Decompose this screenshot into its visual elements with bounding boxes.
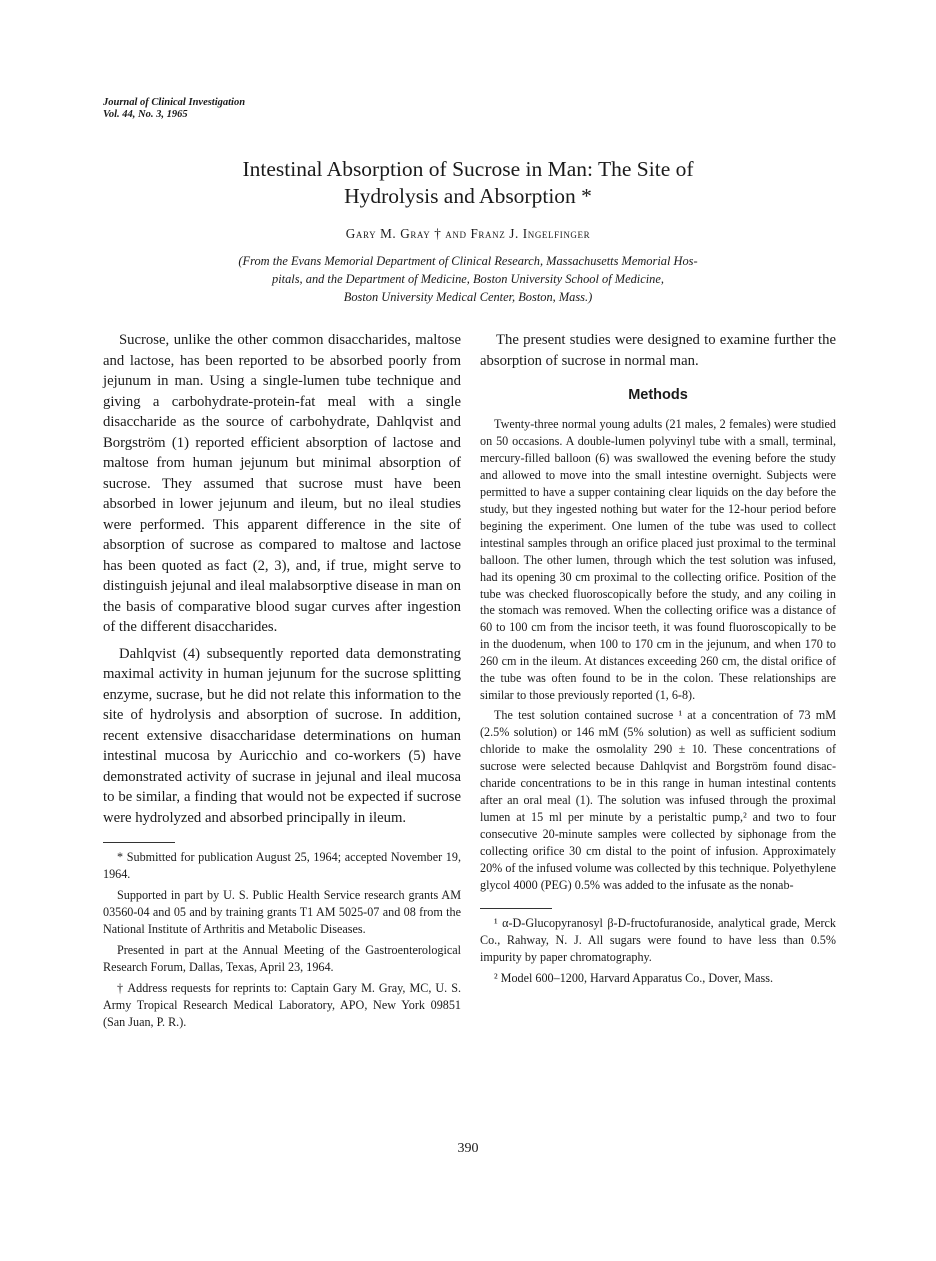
author-line: Gary M. Gray † and Franz J. Ingelfinger: [345, 226, 591, 241]
affiliation: [168, 252, 768, 306]
journal-volume: Vol. 44, No. 3, 1965: [103, 109, 188, 120]
footnote-rule: [103, 842, 175, 843]
methods-heading: Methods: [628, 387, 688, 403]
footnote-pump-model: ² Model 600–1200, Harvard Apparatus Co., Dover, Mass.: [494, 970, 773, 985]
footnote-sucrose-grade: ¹ α-D-Glucopyranosyl β-D-fructofuranoside, analytical grade, Merck Co., Rahway, N. J. All sugars were found to have less than 0.5% impurity by paper chromatography.: [480, 915, 836, 964]
footnote-support: Supported in part by U. S. Public Health Service research grants AM 03560-04 and 05 and by training grants T1 AM 5025-07 and 08 from the National Institute of Arthritis and Metabolic Diseases.: [103, 887, 461, 936]
affiliation-line-1: (From the Evans Memorial Department of Clinical Research, Massachusetts Memorial Hos-: [238, 254, 698, 268]
journal-name: Journal of Clinical Investigation: [103, 97, 246, 108]
left-column: [103, 330, 461, 1035]
right-column: [480, 330, 836, 991]
journal-citation: [103, 97, 245, 121]
title-line-1: Intestinal Absorption of Sucrose in Man: The Site of: [242, 157, 694, 181]
page-number: 390: [457, 1141, 479, 1156]
affiliation-line-2: pitals, and the Department of Medicine, Boston University School of Medicine,: [272, 272, 664, 286]
footnote-presented: Presented in part at the Annual Meeting of the Gastroenterological Research Forum, Dallas, Texas, April 23, 1964.: [103, 942, 461, 974]
methods-paragraph-2: The test solution contained sucrose ¹ at a concentration of 73 mM (2.5% solution) or 146 mM (5% solution) as well as sufficient sodium chloride to make the osmolality 290 ± 10. These concentrations of sucrose were selected because Dahlqvist and Borgström found disaccharide concentrations to be in this range in human intestinal contents after an oral meal (1). The solution was infused through the proximal lumen at 15 ml per minute by a peristaltic pump,² and two to four consecutive 20-minute samples were collected by siphonage from the collecting orifice 30 cm distal to the point of infusion. Approximately 20% of the infused volume was collected by this technique. Polyethylene glycol 4000 (PEG) 0.5% was added to the infusate as the nonab-: [480, 708, 836, 892]
footnote-reprints: † Address requests for reprints to: Captain Gary M. Gray, MC, U. S. Army Tropical Research Medical Laboratory, APO, New York 09851 (San Juan, P. R.).: [103, 980, 461, 1029]
title-line-2: Hydrolysis and Absorption *: [344, 184, 592, 208]
footnote-submitted: * Submitted for publication August 25, 1964; accepted November 19, 1964.: [103, 850, 461, 881]
footnote-rule: [480, 908, 552, 909]
affiliation-line-3: Boston University Medical Center, Boston, Mass.): [343, 290, 593, 304]
intro-paragraph-2: Dahlqvist (4) subsequently reported data demonstrating maximal activity in human jejunum for the sucrose splitting enzyme, sucrase, but he did not relate this information to the site of hydrolysis and absorption of sucrose. In addition, recent extensive disaccharidase determinations on human intestinal mucosa by Auricchio and co-workers (5) have demonstrated activity of sucrase in jejunal and ileal mucosa to be similar, a finding that would not be expected if sucrose were hydrolyzed and absorbed principally in ileum.: [103, 645, 461, 826]
intro-paragraph-1: Sucrose, unlike the other common disaccharides, maltose and lactose, has been reported to be absorbed poorly from jejunum in man. Using a single-lumen tube technique and giving a carbohydrate-protein-fat meal with a single disaccharide as the source of carbohydrate, Dahlqvist and Borgström (1) reported efficient absorption of lactose and maltose from human jejunum but minimal absorption of sucrose. They assumed that sucrose must have been absorbed in lower jejunum and ileum, but no ileal studies were performed. This apparent difference in the site of absorption of sucrose as compared to maltose and lactose has been quoted as fact (2, 3), and, if true, might serve to distinguish jejunal and ileal malabsorptive disease in man on the basis of comparative blood sugar curves after ingestion of the different disaccharides.: [103, 332, 461, 635]
paper-title: [150, 156, 786, 210]
methods-paragraph-1: Twenty-three normal young adults (21 males, 2 females) were studied on 50 occasions. A double-lumen polyvinyl tube with a small, terminal, mercury-filled balloon (6) was swallowed the evening before the study and allowed to move into the small intestine overnight. Subjects were permitted to have a supper containing clear liquids on the day before the study, but they ingested nothing but water for the 12-hour period before begining the experiment. One lumen of the tube was used to collect intestinal samples through an orifice placed just proximal to the terminal balloon. The other lumen, through which the test solution was infused, had its opening 30 cm proximal to the collecting orifice. Position of the tube was checked fluoroscopically before the study, and any coiling in the stomach was removed. When the collecting orifice was a distance of 60 to 100 cm from the incisor teeth, it was found fluoroscopically to be in the duodenum, when 100 to 170 cm in the jejunum, and when 170 to 260 cm in the ileum. At distances exceeding 260 cm, the distal orifice of the tube was often found to be in the colon. These relationships are similar to those previously reported (1, 6-8).: [480, 417, 836, 703]
study-aim-paragraph: The present studies were designed to examine further the absorption of sucrose in normal man.: [480, 332, 836, 369]
